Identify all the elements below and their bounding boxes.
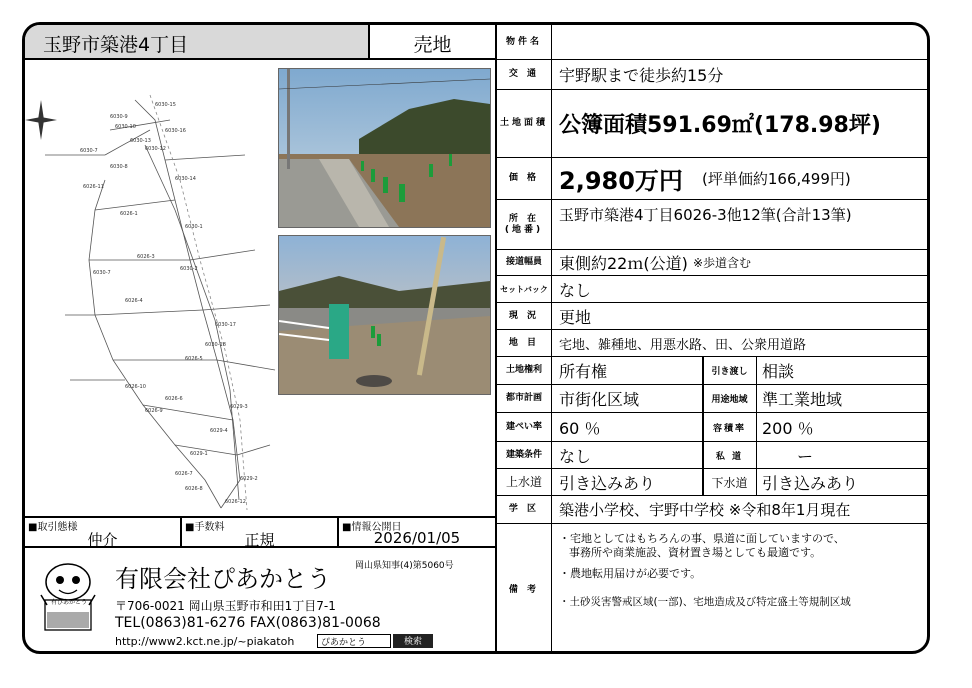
company-address: 〒706-0021 岡山県玉野市和田1丁目7-1 (115, 599, 336, 613)
site-photo-2 (278, 235, 491, 395)
setback-label: セットバック (497, 276, 552, 302)
svg-text:6029-1: 6029-1 (190, 451, 208, 457)
svg-text:6030-10: 6030-10 (115, 124, 136, 130)
svg-text:6030-14: 6030-14 (175, 176, 196, 182)
listing-type: 売地 (370, 25, 495, 60)
row-shozai (497, 200, 930, 250)
svg-text:6026-9: 6026-9 (145, 408, 163, 414)
svg-text:6030-9: 6030-9 (110, 114, 128, 120)
svg-text:6030-2: 6030-2 (180, 266, 198, 272)
gesui-label: 下水道 (703, 469, 757, 495)
chimoku-value: 宅地、雑種地、用悪水路、田、公衆用道路 (559, 337, 807, 353)
meta-row (25, 516, 495, 548)
setback-value: なし (559, 280, 592, 300)
location-title: 玉野市築港4丁目 (25, 25, 370, 60)
company-url[interactable]: http://www2.kct.ne.jp/~piakatoh (115, 635, 295, 648)
biko-line-4: ・土砂災害警戒区域(一部)、宅地造成及び特定盛土等規制区域 (559, 596, 851, 608)
fee-value: 正規 (244, 531, 275, 549)
row-toshi (497, 385, 930, 413)
mascot-label: 有ぴあかとう (50, 599, 87, 606)
row-setback (497, 276, 930, 303)
row-kotsu (497, 60, 930, 90)
torihiki-label: ■取引態様 (28, 522, 78, 533)
row-bukken (497, 25, 930, 60)
shozai-value: 玉野市築港4丁目6026-3他12筆(合計13筆) (559, 206, 852, 224)
kenri-label: 土地権利 (497, 357, 552, 384)
license-number: 岡山県知事(4)第5060号 (355, 561, 454, 571)
property-sheet (22, 22, 930, 654)
torihiki-value: 仲介 (87, 531, 118, 549)
svg-text:6030-16: 6030-16 (165, 128, 186, 134)
yoseki-value: 200 ％ (762, 418, 814, 438)
fee-label: ■手数料 (185, 522, 225, 533)
row-kenpei (497, 413, 930, 442)
kakaku-unit: (坪単価約166,499円) (702, 170, 851, 188)
compass-icon (25, 100, 57, 140)
svg-text:6030-15: 6030-15 (155, 102, 176, 108)
setsudo-value: 東側約22ｍ(公道) (559, 254, 688, 273)
svg-text:6026-8: 6026-8 (185, 486, 203, 492)
joken-value: なし (559, 446, 592, 466)
hikiwatashi-label: 引き渡し (703, 357, 757, 384)
svg-text:6026-11: 6026-11 (83, 184, 104, 190)
date-label: ■情報公開日 (342, 522, 402, 533)
photo-2-image (279, 236, 490, 394)
josui-value: 引き込みあり (559, 473, 656, 493)
date-value: 2026/01/05 (373, 529, 461, 547)
kotsu-label: 交 通 (497, 60, 552, 89)
genkyo-label: 現 況 (497, 303, 552, 329)
map-area (25, 60, 495, 516)
svg-text:6030-8: 6030-8 (110, 164, 128, 170)
toshi-label: 都市計画 (497, 385, 552, 412)
svg-text:6029-3: 6029-3 (230, 404, 248, 410)
svg-text:6030-12: 6030-12 (145, 146, 166, 152)
kenpei-label: 建ぺい率 (497, 413, 552, 441)
kotsu-value: 宇野駅まで徒歩約15分 (559, 66, 724, 85)
row-joken (497, 442, 930, 469)
chimoku-label: 地 目 (497, 330, 552, 356)
bukken-label: 物件名 (497, 25, 552, 59)
svg-text:6026-10: 6026-10 (125, 384, 146, 390)
row-menseki (497, 90, 930, 158)
kenpei-value: 60 ％ (559, 418, 601, 438)
svg-text:6030-7: 6030-7 (80, 148, 98, 154)
row-kenri (497, 357, 930, 385)
biko-line-2: 事務所や商業施設、資材置き場としても最適です。 (569, 546, 822, 559)
setsudo-label: 接道幅員 (497, 250, 552, 275)
svg-text:6030-18: 6030-18 (205, 342, 226, 348)
svg-text:6026-3: 6026-3 (137, 254, 155, 260)
row-chimoku (497, 330, 930, 357)
genkyo-value: 更地 (559, 307, 592, 327)
svg-text:6030-13: 6030-13 (130, 138, 151, 144)
josui-label: 上水道 (497, 469, 552, 495)
biko-line-3: ・農地転用届けが必要です。 (559, 567, 702, 580)
mascot-icon (37, 560, 99, 632)
yoto-label: 用途地域 (703, 385, 757, 412)
yoseki-label: 容積率 (703, 413, 757, 441)
svg-text:6026-5: 6026-5 (185, 356, 203, 362)
shido-value: ー (797, 446, 814, 466)
shozai-label: 所 在 (地番) (497, 200, 552, 249)
row-kakaku (497, 158, 930, 200)
company-block (25, 548, 495, 654)
gakku-label: 学 区 (497, 496, 552, 523)
company-name: 有限会社ぴあかとう (115, 565, 331, 593)
setsudo-note: ※歩道含む (693, 256, 752, 270)
row-biko (497, 524, 930, 654)
svg-text:6030-7: 6030-7 (93, 270, 111, 276)
search-input[interactable]: ぴあかとう (317, 634, 391, 648)
yoto-value: 準工業地域 (762, 390, 843, 409)
svg-text:6026-12: 6026-12 (225, 499, 246, 505)
site-photo-1 (278, 68, 491, 228)
kenri-value: 所有権 (559, 362, 608, 381)
photo-1-image (279, 69, 490, 227)
search-button[interactable]: 検索 (393, 634, 433, 648)
kakaku-label: 価 格 (497, 158, 552, 199)
toshi-value: 市街化区域 (559, 390, 640, 409)
svg-text:6026-7: 6026-7 (175, 471, 193, 477)
joken-label: 建築条件 (497, 442, 552, 468)
svg-text:6026-1: 6026-1 (120, 211, 138, 217)
gesui-value: 引き込みあり (762, 473, 859, 493)
kakaku-value: 2,980万円 (559, 167, 683, 195)
svg-text:6029-4: 6029-4 (210, 428, 228, 434)
row-gakku (497, 496, 930, 524)
svg-text:6029-2: 6029-2 (240, 476, 258, 482)
menseki-label: 土地面積 (497, 90, 552, 157)
biko-line-1: ・宅地としてはもちろんの事、県道に面していますので、 (559, 532, 845, 545)
row-genkyo (497, 303, 930, 330)
shido-label: 私 道 (703, 442, 757, 468)
svg-text:6030-1: 6030-1 (185, 224, 203, 230)
row-setsudo (497, 250, 930, 276)
svg-text:6026-6: 6026-6 (165, 396, 183, 402)
row-josui (497, 469, 930, 496)
menseki-value: 公簿面積591.69㎡(178.98坪) (559, 113, 881, 138)
gakku-value: 築港小学校、宇野中学校 ※令和8年1月現在 (559, 501, 851, 519)
hikiwatashi-value: 相談 (762, 362, 795, 381)
svg-text:6026-4: 6026-4 (125, 298, 143, 304)
company-phone: TEL(0863)81-6276 FAX(0863)81-0068 (115, 615, 381, 631)
svg-text:6030-17: 6030-17 (215, 322, 236, 328)
biko-label: 備 考 (497, 524, 552, 654)
